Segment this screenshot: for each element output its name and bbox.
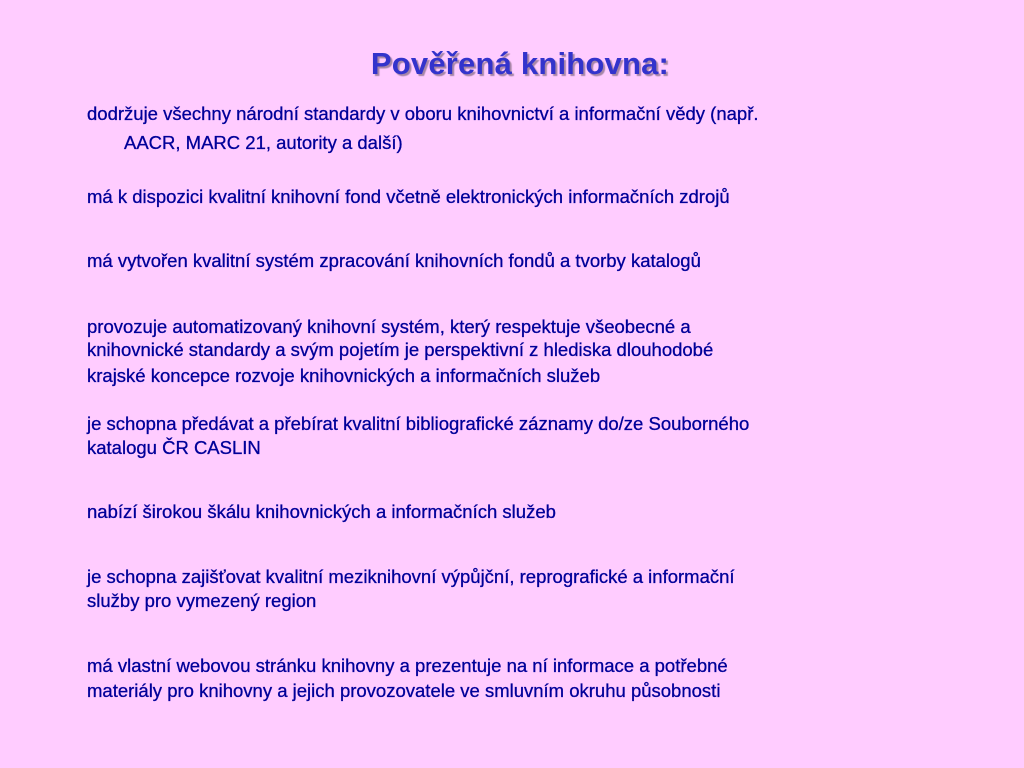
bullet-line: má vytvořen kvalitní systém zpracování knihovních fondů a tvorby katalogů <box>87 250 701 271</box>
bullet-line: dodržuje všechny národní standardy v oboru knihovnictví a informační vědy (např. <box>87 103 759 124</box>
bullet-line: krajské koncepce rozvoje knihovnických a informačních služeb <box>87 365 601 386</box>
bullet-line: má vlastní webovou stránku knihovny a prezentuje na ní informace a potřebné <box>87 655 728 676</box>
bullet-line: je schopna zajišťovat kvalitní meziknihovní výpůjční, reprografické a informační <box>87 566 735 587</box>
bullet-item <box>87 315 957 387</box>
slide-title: Pověřená knihovna: <box>370 46 670 81</box>
bullet-line: materiály pro knihovny a jejich provozovatele ve smluvním okruhu působnosti <box>87 680 721 701</box>
bullet-item <box>87 565 987 613</box>
bullet-item <box>87 249 987 273</box>
bullet-item <box>87 412 987 460</box>
bullet-line: je schopna předávat a přebírat kvalitní bibliografické záznamy do/ze Souborného <box>87 413 750 434</box>
bullet-line: má k dispozici kvalitní knihovní fond včetně elektronických informačních zdrojů <box>87 186 730 207</box>
bullet-line: provozuje automatizovaný knihovní systém, který respektuje všeobecné a <box>87 316 691 337</box>
bullet-item <box>87 185 987 209</box>
bullet-item <box>87 500 987 524</box>
bullet-line: katalogu ČR CASLIN <box>87 437 261 458</box>
bullet-line: AACR, MARC 21, autority a další) <box>124 132 403 153</box>
bullet-line: nabízí širokou škálu knihovnických a informačních služeb <box>87 501 556 522</box>
bullet-line: knihovnické standardy a svým pojetím je perspektivní z hlediska dlouhodobé <box>87 339 714 360</box>
bullet-item <box>87 653 987 703</box>
bullet-item <box>87 99 987 157</box>
bullet-line: služby pro vymezený region <box>87 590 317 611</box>
